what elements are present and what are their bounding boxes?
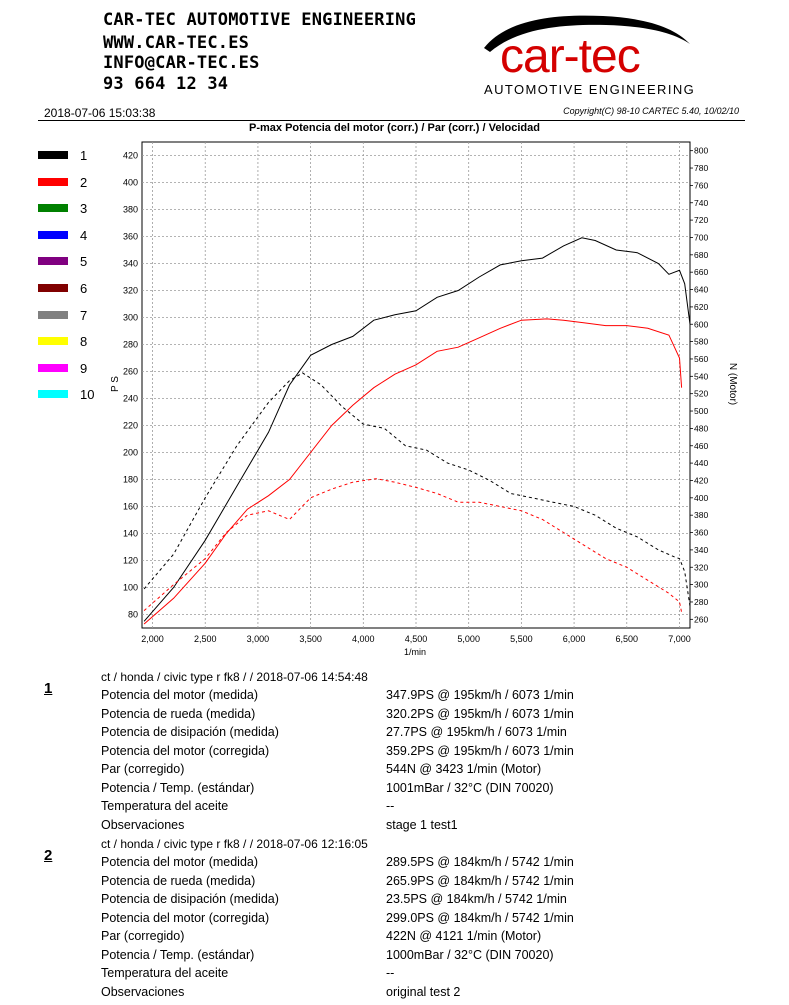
result-row-value: 359.2PS @ 195km/h / 6073 1/min: [386, 743, 574, 758]
y-tick-label: 160: [122, 501, 138, 512]
y-tick-label: 300: [122, 312, 138, 323]
x-tick-label: 7,000: [668, 634, 691, 644]
y2-tick-label: 740: [694, 197, 709, 208]
result-row-value: 347.9PS @ 195km/h / 6073 1/min: [386, 688, 574, 702]
x-tick-label: 3,500: [299, 634, 322, 644]
y2-tick-label: 640: [694, 284, 709, 295]
y-tick-label: 320: [122, 285, 138, 296]
result-header: ct / honda / civic type r fk8 / / 2018-07-06 14:54:48: [101, 670, 368, 684]
y-tick-label: 100: [122, 582, 138, 593]
result-row-label: Potencia / Temp. (estándar): [101, 780, 255, 795]
series-1-torque-line: [144, 373, 690, 606]
legend-label: 7: [80, 307, 88, 323]
x-tick-label: 5,000: [457, 634, 480, 644]
y2-axis-label: N (Motor): [727, 362, 738, 406]
y2-tick-label: 540: [694, 371, 709, 382]
y2-tick-label: 260: [694, 614, 709, 625]
result-row-label: Temperatura del aceite: [101, 966, 229, 980]
series-2-torque-line: [144, 479, 682, 613]
y-tick-label: 180: [122, 474, 138, 485]
y2-tick-label: 520: [694, 388, 709, 399]
x-tick-label: 2,500: [193, 634, 217, 644]
result-row-label: Observaciones: [101, 817, 185, 832]
y2-tick-label: 360: [694, 527, 709, 538]
result-row-label: Potencia del motor (corregida): [101, 743, 270, 758]
x-tick-label: 5,500: [510, 634, 533, 644]
y2-tick-label: 420: [694, 475, 709, 486]
legend-label: 5: [80, 254, 88, 270]
result-row-label: Par (corregido): [101, 929, 185, 943]
result-row-value: 23.5PS @ 184km/h / 5742 1/min: [386, 892, 567, 906]
y2-tick-label: 400: [694, 492, 709, 503]
y-tick-label: 140: [122, 528, 138, 539]
y-tick-label: 420: [122, 150, 138, 161]
result-header: ct / honda / civic type r fk8 / / 2018-07-06 12:16:05: [101, 837, 368, 851]
y-tick-label: 200: [122, 447, 138, 458]
legend-label: 8: [80, 334, 88, 350]
y2-tick-label: 480: [694, 423, 709, 434]
y2-tick-label: 620: [694, 301, 709, 312]
y2-tick-label: 660: [694, 267, 709, 278]
result-row-label: Potencia de disipación (medida): [101, 725, 279, 739]
report-timestamp: 2018-07-06 15:03:38: [44, 106, 156, 120]
y2-tick-label: 700: [694, 232, 709, 243]
result-row-label: Par (corregido): [101, 762, 185, 776]
chart-title: P-max Potencia del motor (corr.) / Par (corr.) / Velocidad: [249, 122, 540, 134]
y2-tick-label: 580: [694, 336, 709, 347]
x-tick-label: 6,500: [615, 634, 639, 644]
x-tick-label: 4,500: [404, 634, 428, 644]
legend-label: 10: [80, 387, 95, 403]
y2-tick-label: 760: [694, 180, 709, 191]
y2-tick-label: 800: [694, 145, 709, 156]
company-phone: 93 664 12 34: [103, 74, 229, 94]
y-tick-label: 80: [127, 609, 138, 620]
logo-wordmark: car-tec: [500, 30, 640, 83]
y2-tick-label: 460: [694, 440, 709, 451]
y-tick-label: 340: [122, 258, 138, 269]
y-tick-label: 240: [122, 393, 138, 404]
result-row-label: Observaciones: [101, 984, 185, 999]
result-row-value: 544N @ 3423 1/min (Motor): [386, 762, 542, 776]
y2-tick-label: 600: [694, 319, 709, 330]
result-block-2: [0, 837, 789, 1002]
result-row-value: 320.2PS @ 195km/h / 6073 1/min: [386, 706, 574, 721]
y-tick-label: 220: [122, 420, 138, 431]
series-1-power-line: [144, 238, 690, 622]
y-tick-label: 400: [122, 177, 138, 188]
result-row-value: 265.9PS @ 184km/h / 5742 1/min: [386, 873, 574, 888]
y2-tick-label: 280: [694, 596, 709, 607]
x-tick-label: 6,000: [562, 634, 586, 644]
result-row-label: Potencia del motor (medida): [101, 688, 259, 702]
result-row-value: 289.5PS @ 184km/h / 5742 1/min: [386, 855, 574, 869]
copyright-notice: Copyright(C) 98-10 CARTEC 5.40, 10/02/10: [563, 106, 739, 116]
y2-tick-label: 320: [694, 562, 709, 573]
result-block-1: [0, 670, 789, 835]
y2-tick-label: 340: [694, 544, 709, 555]
y2-tick-label: 720: [694, 215, 709, 226]
y-axis-label: P S: [110, 376, 121, 392]
result-row-value: 1000mBar / 32°C (DIN 70020): [386, 947, 554, 962]
y-tick-label: 120: [122, 555, 138, 566]
x-tick-label: 4,000: [352, 634, 375, 644]
series-2-power-line: [144, 319, 682, 624]
y2-tick-label: 560: [694, 353, 709, 364]
y-tick-label: 360: [122, 231, 138, 242]
legend-label: 6: [80, 281, 88, 296]
result-index: 1: [44, 680, 53, 697]
y-tick-label: 280: [122, 339, 138, 350]
result-row-label: Potencia de rueda (medida): [101, 873, 256, 888]
result-row-value: 299.0PS @ 184km/h / 5742 1/min: [386, 910, 574, 925]
y-tick-label: 260: [122, 366, 138, 377]
y2-tick-label: 500: [694, 406, 709, 417]
result-row-value: 27.7PS @ 195km/h / 6073 1/min: [386, 725, 567, 739]
y2-tick-label: 300: [694, 579, 709, 590]
result-row-value: 1001mBar / 32°C (DIN 70020): [386, 780, 554, 795]
y2-tick-label: 440: [694, 458, 709, 469]
x-tick-label: 3,000: [246, 634, 270, 644]
logo-subtitle: AUTOMOTIVE ENGINEERING: [484, 82, 696, 97]
result-row-value: stage 1 test1: [386, 817, 458, 832]
result-row-value: 422N @ 4121 1/min (Motor): [386, 929, 542, 943]
result-row-label: Potencia de rueda (medida): [101, 706, 256, 721]
y2-tick-label: 680: [694, 249, 709, 260]
result-index: 2: [44, 847, 53, 864]
x-tick-label: 2,000: [141, 634, 164, 644]
company-name: CAR-TEC AUTOMOTIVE ENGINEERING: [103, 10, 417, 30]
result-row-value: --: [386, 966, 395, 980]
result-row-value: --: [386, 799, 395, 813]
result-row-label: Potencia / Temp. (estándar): [101, 947, 255, 962]
result-row-label: Potencia del motor (medida): [101, 855, 259, 869]
result-row-label: Potencia de disipación (medida): [101, 892, 279, 906]
y2-tick-label: 780: [694, 163, 709, 174]
y-tick-label: 380: [122, 204, 138, 215]
legend-label: 1: [80, 148, 88, 163]
legend-label: 2: [80, 174, 88, 190]
legend-label: 9: [80, 360, 88, 376]
result-row-value: original test 2: [386, 984, 461, 999]
x-axis-label: 1/min: [403, 647, 427, 657]
result-row-label: Potencia del motor (corregida): [101, 910, 270, 925]
legend-label: 4: [80, 227, 88, 243]
y2-tick-label: 380: [694, 510, 709, 521]
company-email[interactable]: INFO@CAR-TEC.ES: [103, 53, 260, 73]
result-row-label: Temperatura del aceite: [101, 799, 229, 813]
company-website[interactable]: WWW.CAR-TEC.ES: [103, 33, 250, 53]
legend-label: 3: [80, 201, 88, 217]
